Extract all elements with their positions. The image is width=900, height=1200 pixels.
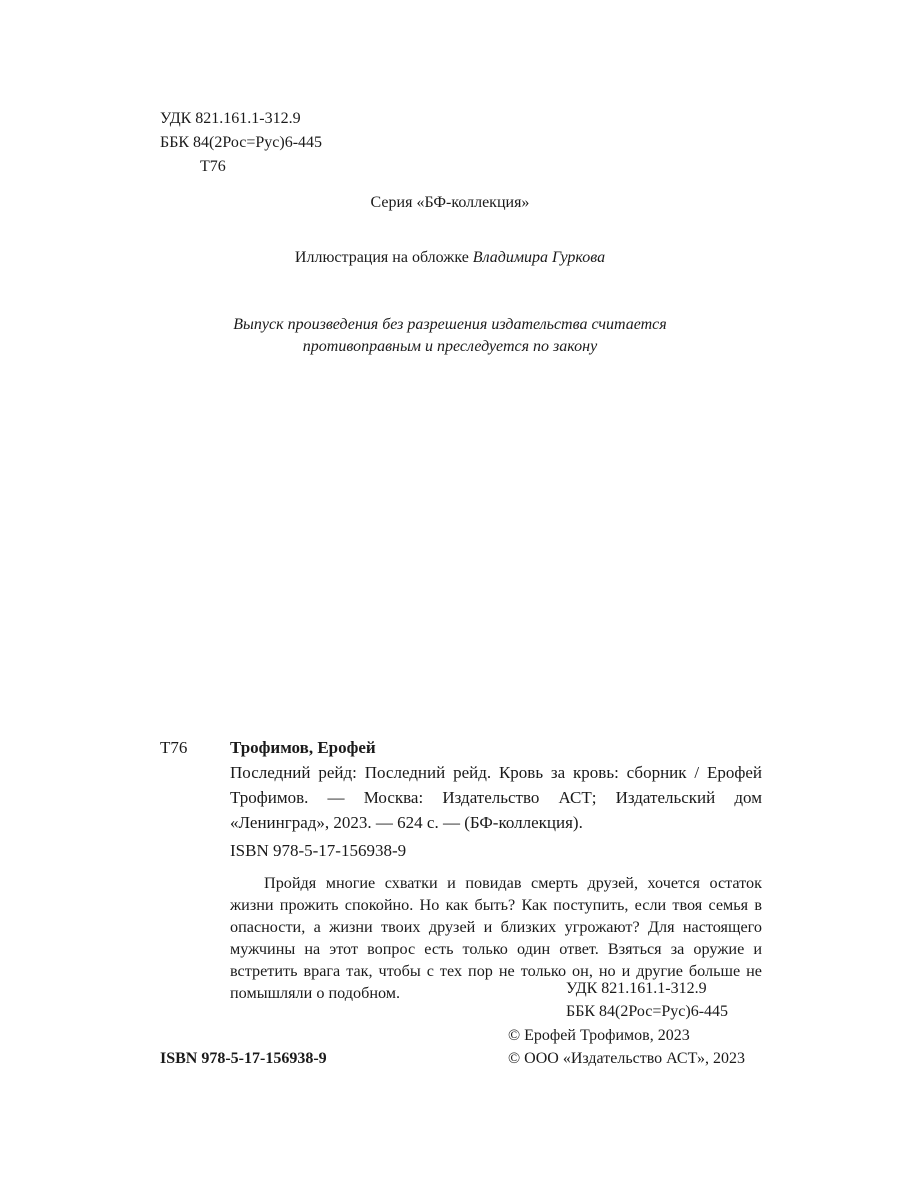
warning-line-1: Выпуск произведения без разрешения издательства считается	[233, 316, 667, 333]
bibliographic-description	[230, 760, 762, 835]
udk-code-bottom: УДК 821.161.1-312.9	[566, 980, 707, 997]
copyright-author: © Ерофей Трофимов, 2023	[508, 1027, 690, 1044]
isbn-footer: ISBN 978-5-17-156938-9	[160, 1050, 327, 1067]
bbk-code-bottom: ББК 84(2Рос=Рус)6-445	[566, 1003, 729, 1020]
isbn-bib: ISBN 978-5-17-156938-9	[230, 841, 407, 860]
annotation-text: Пройдя многие схватки и повидав смерть друзей, хочется остаток жизни прожить спокойно. Но как быть? Как поступить, если твоя семья в опасности, а жизни твоих друзей и близких угрожают? Для настоящего мужчины на этот вопрос есть только один ответ. Взяться за оружие и встретить врага так, чтобы с тех пор не только он, но и другие больше не помышляли о подобном.	[230, 874, 762, 1002]
copyright-publisher: © ООО «Издательство АСТ», 2023	[508, 1050, 745, 1067]
series-line: Серия «БФ-коллекция»	[370, 194, 530, 211]
warning-line-2: противоправным и преследуется по закону	[302, 338, 598, 355]
description-text: Последний рейд: Последний рейд. Кровь за кровь: сборник / Ерофей Трофимов. — Москва: Издательство АСТ; Издательский дом «Ленинград», 2023. — 624 с. — (БФ-коллекция).	[230, 763, 762, 832]
illustration-credit	[0, 246, 900, 270]
udk-code-top: УДК 821.161.1-312.9	[160, 110, 301, 127]
illustration-artist: Владимира Гуркова	[472, 249, 606, 266]
author-heading: Трофимов, Ерофей	[230, 738, 376, 757]
bbk-code-top: ББК 84(2Рос=Рус)6-445	[160, 134, 323, 151]
author-mark-bib: Т76	[160, 738, 188, 757]
illustration-prefix: Иллюстрация на обложке	[294, 249, 473, 266]
author-mark-top: Т76	[200, 158, 226, 175]
